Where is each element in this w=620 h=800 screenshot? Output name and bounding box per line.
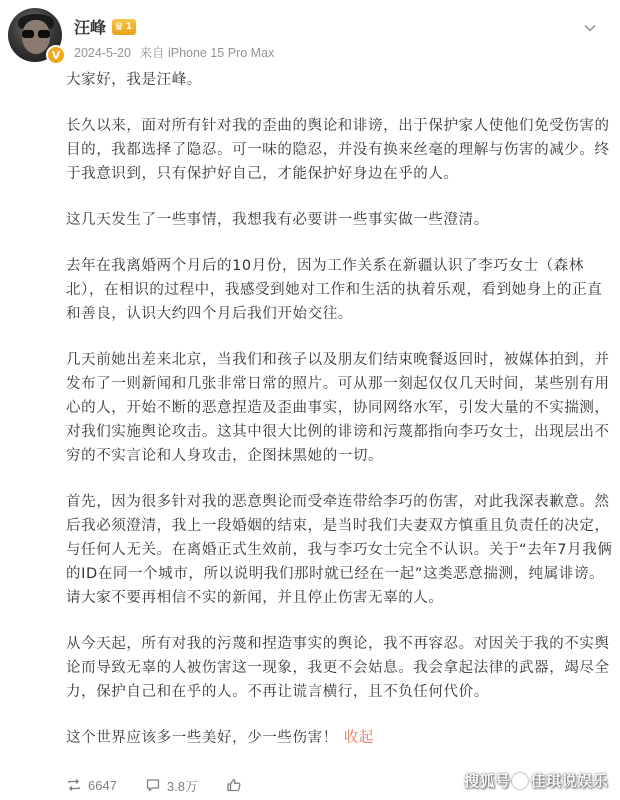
repost-icon xyxy=(66,777,82,793)
post-paragraph: 长久以来，面对所有针对我的歪曲的舆论和诽谤，出于保护家人使他们免受伤害的目的，我都选择了隐忍。可一味的隐忍，并没有换来丝毫的理解与伤害的减少。终于我意识到，只有保护好自己，才能保护好身边在乎的人。 xyxy=(66,118,610,182)
chevron-down-icon xyxy=(583,21,597,35)
post-actions xyxy=(66,773,276,797)
watermark xyxy=(464,770,608,791)
avatar[interactable] xyxy=(8,8,64,64)
verified-badge-icon: V xyxy=(46,45,66,65)
collapse-link[interactable]: 收起 xyxy=(343,730,375,746)
post-paragraph: 去年在我离婚两个月后的10月份，因为工作关系在新疆认识了李巧女士（森林北），在相识的过程中，我感受到她对工作和生活的执着乐观，看到她身上的正直和善良，认识大约四个月后我们开始交往。 xyxy=(66,258,603,322)
repost-count: 6647 xyxy=(88,777,117,793)
post-meta xyxy=(74,43,279,61)
like-button[interactable] xyxy=(226,777,248,793)
post-timestamp[interactable]: 2024-5-20 xyxy=(74,46,131,60)
post-paragraph: 这几天发生了一些事情，我想我有必要讲一些事实做一些澄清。 xyxy=(66,212,489,228)
post-paragraph: 首先，因为很多针对我的恶意舆论而受牵连带给李巧的伤害，对此我深表歉意。然后我必须澄清，我上一段婚姻的结束，是当时我们夫妻双方慎重且负责任的决定，与任何人无关。在离婚正式生效前，我与李巧女士完全不认识。关于“去年7月我俩的ID在同一个城市，所以说明我们那时就已经在一起”这类恶意揣测，纯属诽谤。请大家不要再相信不实的新闻，并且停止伤害无辜的人。 xyxy=(66,494,613,606)
post-source: 来自 iPhone 15 Pro Max xyxy=(139,46,275,60)
comment-icon xyxy=(145,777,161,793)
post-header xyxy=(8,8,620,70)
vip-level: 1 xyxy=(125,21,133,32)
name-row xyxy=(74,15,136,38)
watermark-part2: 佳琪说娱乐 xyxy=(530,772,608,790)
post-paragraph: 大家好，我是汪峰。 xyxy=(66,72,202,88)
post-last-line xyxy=(66,726,614,750)
watermark-logo-icon xyxy=(512,773,528,789)
post-paragraph: 从今天起，所有对我的污蔑和捏造事实的舆论，我不再容忍。对因关于我的不实舆论而导致无辜的人被伤害这一现象，我更不会姑息。我会拿起法律的武器，竭尽全力，保护自己和在乎的人。不再让谎言横行，且不负任何代价。 xyxy=(66,636,610,700)
post-paragraph: 几天前她出差来北京，当我们和孩子以及朋友们结束晚餐返回时，被媒体拍到，并发布了一则新闻和几张非常日常的照片。可从那一刻起仅仅几天时间，某些别有用心的人，开始不断的恶意捏造及歪曲事实，协同网络水军，引发大量的不实揣测，对我们实施舆论攻击。这其中很大比例的诽谤和污蔑都指向李巧女士，出现层出不穷的不实言论和人身攻击，企图抹黑她的一切。 xyxy=(66,352,610,464)
comment-count: 3.8万 xyxy=(166,778,198,794)
like-icon xyxy=(226,777,242,793)
user-name[interactable]: 汪峰 xyxy=(74,20,107,37)
repost-button[interactable] xyxy=(66,777,117,793)
vip-badge[interactable] xyxy=(112,19,136,35)
watermark-part1: 搜狐号 xyxy=(463,772,511,790)
post-content xyxy=(66,68,614,772)
comment-button[interactable] xyxy=(145,776,198,795)
more-options-button[interactable] xyxy=(578,16,602,40)
vip-crown-icon: ♛ xyxy=(114,19,124,33)
post-last-line-text: 这个世界应该多一些美好，少一些伤害！ xyxy=(66,730,338,746)
